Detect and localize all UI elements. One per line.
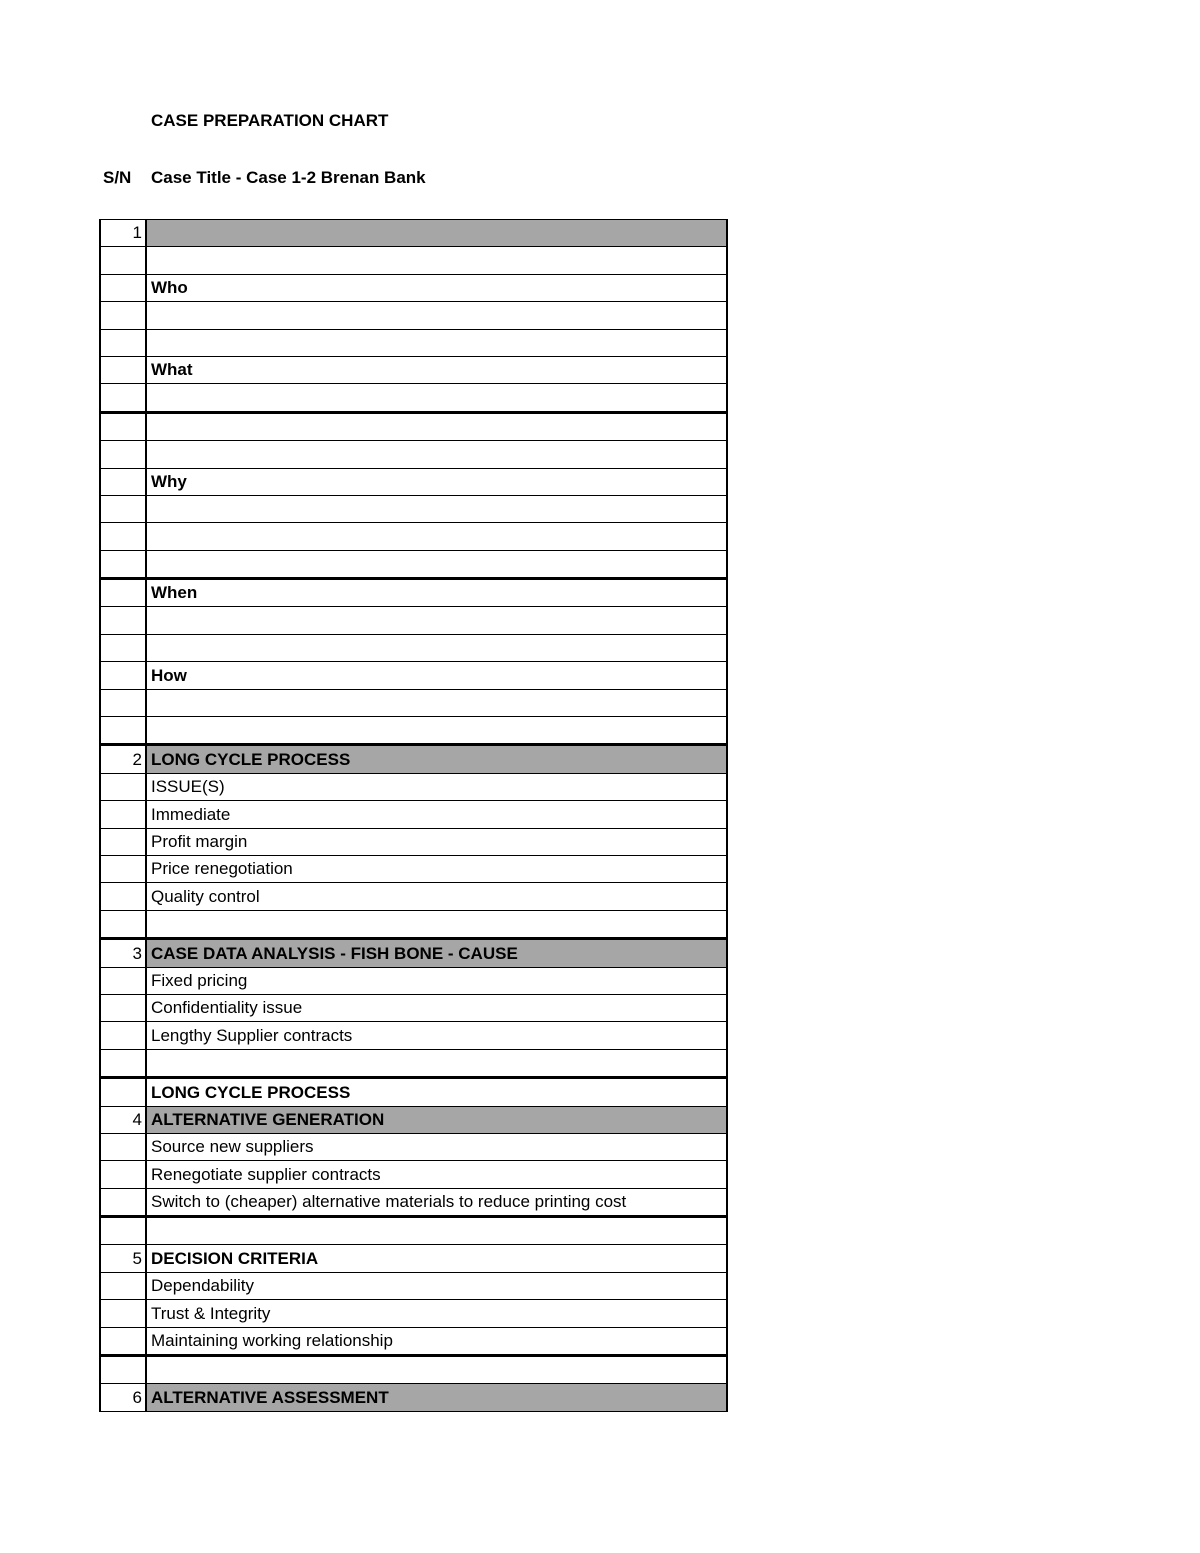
table-row	[100, 801, 727, 828]
content-cell	[146, 495, 727, 522]
table-row	[100, 773, 727, 800]
row-number-cell	[100, 773, 146, 800]
row-number-cell	[100, 579, 146, 607]
table-row	[100, 855, 727, 882]
content-cell: Profit margin	[146, 828, 727, 855]
sn-column-header: S/N	[103, 168, 132, 187]
row-number-cell	[100, 994, 146, 1021]
row-number-cell	[100, 1217, 146, 1245]
row-number-cell	[100, 662, 146, 689]
table-row	[100, 1022, 727, 1049]
row-number-cell	[100, 967, 146, 994]
content-cell	[146, 1356, 727, 1384]
content-cell	[146, 550, 727, 578]
case-title: Case Title - Case 1-2 Brenan Bank	[151, 168, 426, 187]
row-number-cell	[100, 1049, 146, 1077]
case-preparation-table	[99, 219, 728, 1412]
row-number-cell	[100, 412, 146, 440]
row-number-cell	[100, 1188, 146, 1216]
row-number-cell	[100, 1272, 146, 1299]
row-number-cell	[100, 1356, 146, 1384]
section-heading-cell: LONG CYCLE PROCESS	[146, 745, 727, 773]
section-heading-cell: ALTERNATIVE ASSESSMENT	[146, 1384, 727, 1411]
content-cell	[146, 1217, 727, 1245]
table-row	[100, 745, 727, 773]
row-number-cell	[100, 828, 146, 855]
row-number-cell	[100, 329, 146, 356]
table-row	[100, 523, 727, 550]
content-cell	[146, 634, 727, 661]
table-row	[100, 607, 727, 634]
content-cell	[146, 441, 727, 468]
row-number-cell	[100, 302, 146, 329]
table-body	[100, 220, 727, 1412]
table-row	[100, 1384, 727, 1411]
table-row	[100, 1356, 727, 1384]
row-number-cell	[100, 1078, 146, 1106]
table-row	[100, 910, 727, 938]
content-cell	[146, 329, 727, 356]
content-cell: Confidentiality issue	[146, 994, 727, 1021]
table-row	[100, 412, 727, 440]
table-row	[100, 468, 727, 495]
row-number-cell: 4	[100, 1106, 146, 1133]
content-cell	[146, 910, 727, 938]
table-row	[100, 1272, 727, 1299]
content-cell	[146, 607, 727, 634]
content-cell	[146, 689, 727, 716]
document-title: CASE PREPARATION CHART	[151, 111, 389, 130]
section-heading-cell	[146, 220, 727, 247]
table-row	[100, 579, 727, 607]
table-row	[100, 662, 727, 689]
row-number-cell	[100, 1161, 146, 1188]
row-number-cell: 3	[100, 939, 146, 967]
table-row	[100, 689, 727, 716]
table-row	[100, 495, 727, 522]
row-number-cell: 5	[100, 1245, 146, 1272]
row-number-cell	[100, 910, 146, 938]
table-row	[100, 329, 727, 356]
content-cell: Source new suppliers	[146, 1133, 727, 1160]
table-row	[100, 1188, 727, 1216]
content-cell: Dependability	[146, 1272, 727, 1299]
table-row	[100, 550, 727, 578]
content-cell: Fixed pricing	[146, 967, 727, 994]
row-number-cell	[100, 1327, 146, 1355]
table-row	[100, 441, 727, 468]
table-row	[100, 994, 727, 1021]
row-number-cell: 1	[100, 220, 146, 247]
content-cell	[146, 412, 727, 440]
content-cell: Why	[146, 468, 727, 495]
content-cell: When	[146, 579, 727, 607]
content-cell: Who	[146, 274, 727, 301]
row-number-cell	[100, 1133, 146, 1160]
table-row	[100, 1133, 727, 1160]
section-heading-cell: CASE DATA ANALYSIS - FISH BONE - CAUSE	[146, 939, 727, 967]
content-cell: Lengthy Supplier contracts	[146, 1022, 727, 1049]
row-number-cell	[100, 550, 146, 578]
table-row	[100, 828, 727, 855]
row-number-cell	[100, 607, 146, 634]
table-row	[100, 1161, 727, 1188]
table-row	[100, 356, 727, 383]
content-cell: Switch to (cheaper) alternative materials to reduce printing cost	[146, 1188, 727, 1216]
table-row	[100, 1327, 727, 1355]
content-cell: ISSUE(S)	[146, 773, 727, 800]
section-heading-cell: ALTERNATIVE GENERATION	[146, 1106, 727, 1133]
row-number-cell	[100, 274, 146, 301]
row-number-cell	[100, 634, 146, 661]
row-number-cell	[100, 801, 146, 828]
table-row	[100, 717, 727, 745]
content-cell	[146, 302, 727, 329]
table-row	[100, 1300, 727, 1327]
content-cell: LONG CYCLE PROCESS	[146, 1078, 727, 1106]
row-number-cell	[100, 883, 146, 910]
table-row	[100, 967, 727, 994]
row-number-cell	[100, 689, 146, 716]
table-row	[100, 883, 727, 910]
row-number-cell	[100, 384, 146, 412]
row-number-cell: 6	[100, 1384, 146, 1411]
row-number-cell	[100, 247, 146, 274]
content-cell	[146, 523, 727, 550]
content-cell	[146, 247, 727, 274]
table-row	[100, 634, 727, 661]
table-row	[100, 220, 727, 247]
table-row	[100, 1049, 727, 1077]
content-cell: Trust & Integrity	[146, 1300, 727, 1327]
content-cell: DECISION CRITERIA	[146, 1245, 727, 1272]
table-row	[100, 1078, 727, 1106]
row-number-cell	[100, 523, 146, 550]
content-cell: Renegotiate supplier contracts	[146, 1161, 727, 1188]
content-cell	[146, 717, 727, 745]
table-row	[100, 384, 727, 412]
table-row	[100, 1217, 727, 1245]
row-number-cell	[100, 1022, 146, 1049]
content-cell	[146, 1049, 727, 1077]
table-row	[100, 1245, 727, 1272]
row-number-cell	[100, 855, 146, 882]
content-cell: What	[146, 356, 727, 383]
table-row	[100, 274, 727, 301]
content-cell: How	[146, 662, 727, 689]
content-cell: Maintaining working relationship	[146, 1327, 727, 1355]
content-cell: Price renegotiation	[146, 855, 727, 882]
row-number-cell	[100, 468, 146, 495]
content-cell	[146, 384, 727, 412]
row-number-cell	[100, 717, 146, 745]
row-number-cell	[100, 495, 146, 522]
row-number-cell	[100, 356, 146, 383]
row-number-cell	[100, 441, 146, 468]
table-row	[100, 247, 727, 274]
content-cell: Immediate	[146, 801, 727, 828]
table-row	[100, 1106, 727, 1133]
table-row	[100, 302, 727, 329]
row-number-cell	[100, 1300, 146, 1327]
table-row	[100, 939, 727, 967]
row-number-cell: 2	[100, 745, 146, 773]
content-cell: Quality control	[146, 883, 727, 910]
